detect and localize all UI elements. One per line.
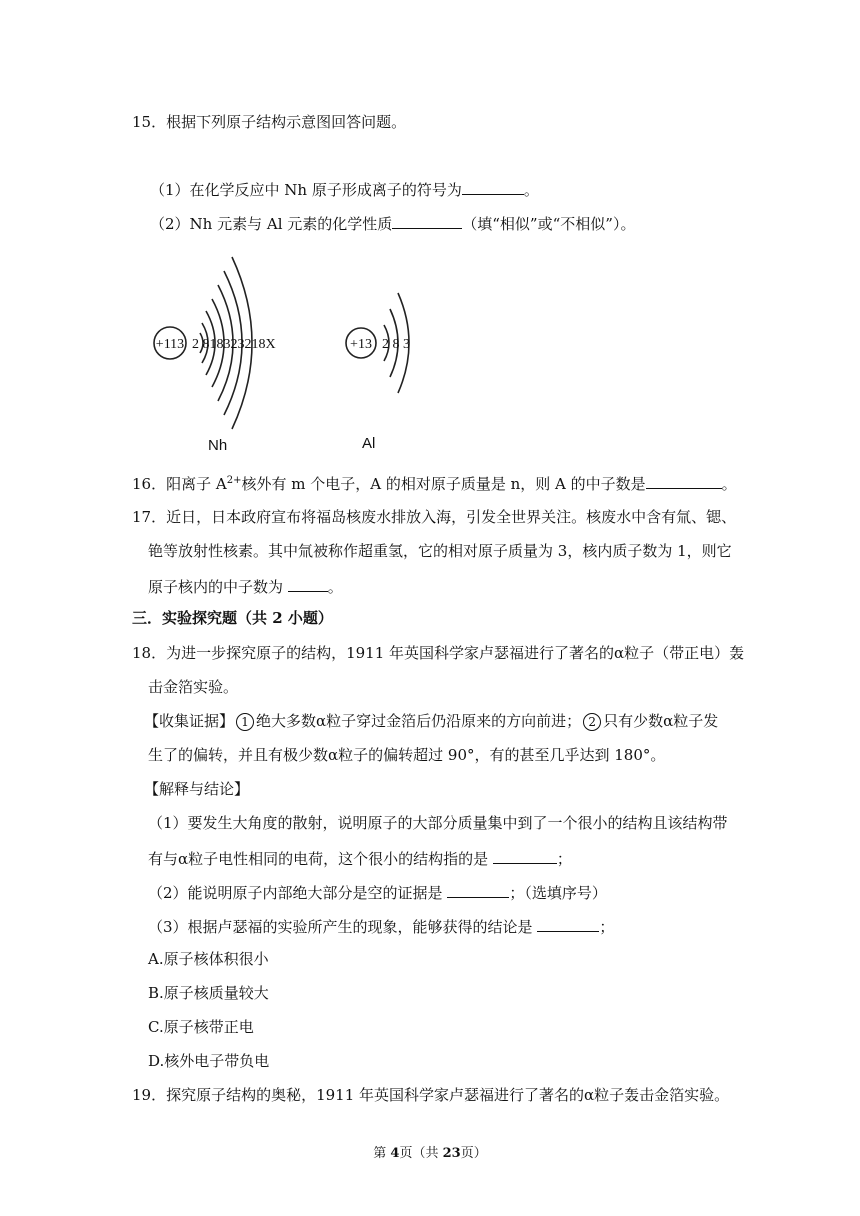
option-b[interactable]: B.原子核质量较大 xyxy=(148,984,269,1002)
q18-line1: 18．为进一步探究原子的结构，1911 年英国科学家卢瑟福进行了著名的α粒子（带正电）轰 xyxy=(132,644,745,662)
q15-sub1: （1）在化学反应中 Nh 原子形成离子的符号为 。 xyxy=(150,178,539,200)
answer-blank[interactable] xyxy=(288,575,328,592)
section-heading: 三．实验探究题（共 2 小题） xyxy=(132,609,333,627)
q17-line1: 17．近日，日本政府宣布将福岛核废水排放入海，引发全世界关注。核废水中含有氚、锶、 xyxy=(132,508,737,526)
q18-sub3: （3）根据卢瑟福的实验所产生的现象，能够获得的结论是 ； xyxy=(148,915,614,937)
q15-sub2: （2）Nh 元素与 Al 元素的化学性质 （填“相似”或“不相似”）。 xyxy=(150,212,635,234)
al-electron-shells: 2 8 3 xyxy=(382,337,410,352)
q18-line2: 击金箔实验。 xyxy=(148,678,239,696)
option-c[interactable]: C.原子核带正电 xyxy=(148,1018,254,1036)
q18-evidence: 【收集证据】 1 绝大多数α粒子穿过金箔后仍沿原来的方向前进； 2 只有少数α粒子发 xyxy=(144,712,719,730)
nh-nucleus-charge: +113 xyxy=(155,337,185,352)
option-d[interactable]: D.核外电子带负电 xyxy=(148,1052,270,1070)
al-nucleus-charge: +13 xyxy=(350,337,372,352)
q18-explain-heading: 【解释与结论】 xyxy=(144,780,250,798)
q18-sub1-line2: 有与α粒子电性相同的电荷，这个很小的结构指的是 ； xyxy=(148,847,572,869)
answer-blank[interactable] xyxy=(537,915,599,932)
page-footer: 第 4页（共 23页） xyxy=(373,1146,487,1161)
page-number: 4 xyxy=(390,1146,400,1161)
q16: 16．阳离子 $A^{2+}$核外有 m 个电子，A 的相对原子质量是 n，则 A 的中子数是 。 xyxy=(132,472,737,494)
answer-blank[interactable] xyxy=(646,472,722,489)
q19-line1: 19．探究原子结构的奥秘，1911 年英国科学家卢瑟福进行了著名的α粒子轰击金箔实验。 xyxy=(132,1086,730,1104)
al-label: Al xyxy=(362,435,376,452)
nh-electron-shells: 2 818323218X xyxy=(192,337,276,352)
circled-number: 2 xyxy=(583,713,601,731)
answer-blank[interactable] xyxy=(392,212,462,229)
answer-blank[interactable] xyxy=(447,881,509,898)
q18-line4: 生了的偏转，并且有极少数α粒子的偏转超过 90°，有的甚至几乎达到 180°。 xyxy=(148,746,666,764)
q18-sub1-line1: （1）要发生大角度的散射，说明原子的大部分质量集中到了一个很小的结构且该结构带 xyxy=(148,814,728,832)
answer-blank[interactable] xyxy=(462,178,524,195)
option-a[interactable]: A.原子核体积很小 xyxy=(148,950,269,968)
atomic-structure-diagram xyxy=(140,245,440,460)
q18-sub2: （2）能说明原子内部绝大部分是空的证据是 ；（选填序号） xyxy=(148,881,607,903)
circled-number: 1 xyxy=(236,713,254,731)
answer-blank[interactable] xyxy=(493,847,557,864)
q17-line3: 原子核内的中子数为 。 xyxy=(148,575,343,597)
q15-stem: 15．根据下列原子结构示意图回答问题。 xyxy=(132,113,407,131)
nh-label: Nh xyxy=(208,437,228,454)
total-pages: 23 xyxy=(442,1146,461,1161)
q17-line2: 铯等放射性核素。其中氚被称作超重氢，它的相对原子质量为 3，核内质子数为 1，则它 xyxy=(148,542,732,560)
